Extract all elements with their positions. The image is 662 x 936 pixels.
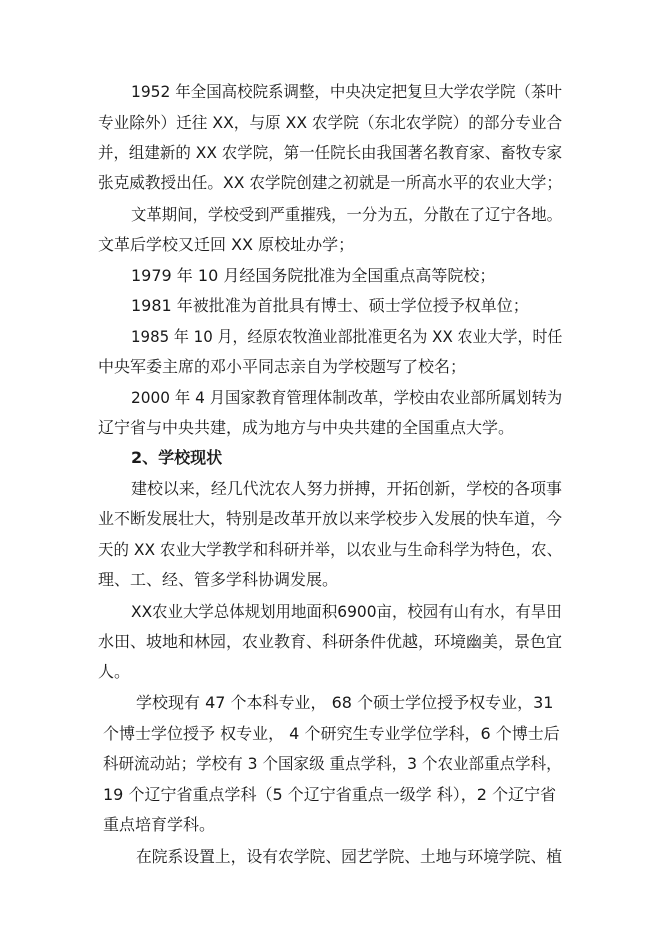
status-p2-line1: XX农业大学总体规划用地面积6900亩，校园有山有水，有旱田	[131, 602, 562, 621]
status-p3-line1: 学校现有 47 个本科专业， 68 个硕士学位授予权专业，31	[136, 693, 554, 712]
history-p1-line2: 专业除外）迁往 XX，与原 XX 农学院（东北农学院）的部分专业合	[98, 113, 563, 132]
status-p3-line2: 个博士学位授予 权专业， 4 个研究生专业学位学科，6 个博士后	[103, 724, 560, 743]
status-p3-line4: 19 个辽宁省重点学科（5 个辽宁省重点一级学 科），2 个辽宁省	[103, 785, 557, 804]
section-heading: 2、学校现状	[131, 448, 223, 467]
status-p1-line2: 业不断发展壮大，特别是改革开放以来学校步入发展的快车道，今	[98, 509, 563, 528]
status-p4-line1: 在院系设置上，设有农学院、园艺学院、土地与环境学院、植	[136, 847, 563, 866]
status-p1-line4: 理、工、经、管多学科协调发展。	[98, 570, 339, 589]
status-p1-line1: 建校以来，经几代沈农人努力拼搏，开拓创新，学校的各项事	[131, 479, 563, 498]
history-p3-line1: 1979 年 10 月经国务院批准为全国重点高等院校；	[131, 266, 496, 285]
status-p2-line2: 水田、坡地和林园，农业教育、科研条件优越，环境幽美，景色宜	[98, 632, 563, 651]
history-p2-line1: 文革期间，学校受到严重摧残，一分为五，分散在了辽宁各地。	[131, 205, 563, 224]
status-p3-line3: 科研流动站；学校有 3 个国家级 重点学科，3 个农业部重点学科，	[103, 754, 562, 773]
history-p1-line1: 1952 年全国高校院系调整，中央决定把复旦大学农学院（茶叶	[131, 82, 562, 101]
history-p6-line2: 辽宁省与中央共建，成为地方与中央共建的全国重点大学。	[98, 418, 515, 437]
history-p1-line4: 张克威教授出任。XX 农学院创建之初就是一所高水平的农业大学；	[98, 173, 562, 192]
history-p2-line2: 文革后学校又迁回 XX 原校址办学；	[98, 235, 355, 254]
status-p3-line5: 重点培育学科。	[103, 815, 216, 834]
history-p5-line2: 中央军委主席的邓小平同志亲自为学校题写了校名；	[98, 357, 467, 376]
history-p5-line1: 1985 年 10 月，经原农牧渔业部批准更名为 XX 农业大学，时任	[131, 327, 563, 346]
status-p2-line3: 人。	[98, 662, 131, 681]
history-p6-line1: 2000 年 4 月国家教育管理体制改革，学校由农业部所属划转为	[131, 388, 563, 407]
history-p1-line3: 并，组建新的 XX 农学院，第一任院长由我国著名教育家、畜牧专家	[98, 143, 563, 162]
history-p4-line1: 1981 年被批准为首批具有博士、硕士学位授予权单位；	[131, 296, 529, 315]
status-p1-line3: 天的 XX 农业大学教学和科研并举，以农业与生命科学为特色，农、	[98, 540, 563, 559]
